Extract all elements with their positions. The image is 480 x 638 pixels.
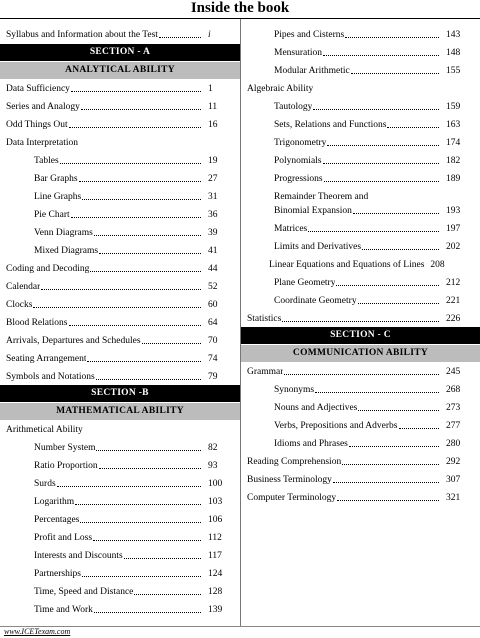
toc-subentry: Synonyms 268 (241, 381, 480, 399)
toc-subentry: Pie Chart 36 (0, 206, 240, 224)
toc-subentry: Logarithm 103 (0, 493, 240, 511)
toc-subentry: Matrices 197 (241, 220, 480, 238)
toc-subentry: Verbs, Prepositions and Adverbs 277 (241, 417, 480, 435)
toc-subentry: Time, Speed and Distance 128 (0, 583, 240, 601)
toc-subentry: Time and Work 139 (0, 601, 240, 619)
toc-subentry: Sets, Relations and Functions 163 (241, 116, 480, 134)
toc-subentry: Linear Equations and Equations of Lines 208 (269, 260, 445, 270)
mathematical-ability-heading: MATHEMATICAL ABILITY (0, 403, 240, 420)
toc-subentry: Nouns and Adjectives 273 (241, 399, 480, 417)
toc-subentry: Profit and Loss 112 (0, 529, 240, 547)
toc-group-arithmetical: Arithmetical Ability (6, 425, 83, 435)
toc-subentry: Progressions 189 (241, 170, 480, 188)
footer-website-link[interactable]: www.ICETexam.com (4, 627, 71, 636)
toc-subentry-continued: Remainder Theorem and (274, 192, 369, 202)
toc-entry: Clocks 60 (0, 296, 240, 314)
toc-entry: Series and Analogy 11 (0, 98, 240, 116)
toc-subentry: Venn Diagrams 39 (0, 224, 240, 242)
toc-subentry: Limits and Derivatives 202 (241, 238, 480, 256)
toc-subentry: Mixed Diagrams 41 (0, 242, 240, 260)
toc-subentry: Line Graphs 31 (0, 188, 240, 206)
toc-entry: Odd Things Out 16 (0, 116, 240, 134)
left-column (0, 19, 240, 626)
section-c-heading: SECTION - C (241, 327, 480, 344)
toc-subentry: Pipes and Cisterns 143 (241, 26, 480, 44)
toc-group-algebraic: Algebraic Ability (247, 84, 314, 94)
toc-subentry: Polynomials 182 (241, 152, 480, 170)
toc-subentry: Tables 19 (0, 152, 240, 170)
analytical-ability-heading: ANALYTICAL ABILITY (0, 62, 240, 79)
section-a-heading: SECTION - A (0, 44, 240, 61)
toc-subentry: Interests and Discounts 117 (0, 547, 240, 565)
toc-entry: Seating Arrangement 74 (0, 350, 240, 368)
toc-entry: Grammar 245 (241, 363, 480, 381)
toc-subentry: Coordinate Geometry 221 (241, 292, 480, 310)
toc-group-data-interpretation: Data Interpretation (6, 138, 79, 148)
footer (0, 626, 480, 638)
toc-subentry: Surds 100 (0, 475, 240, 493)
toc-subentry: Mensuration 148 (241, 44, 480, 62)
toc-subentry: Bar Graphs 27 (0, 170, 240, 188)
toc-entry: Statistics 226 (241, 310, 480, 328)
toc-subentry: Binomial Expansion 193 (241, 202, 480, 220)
toc-entry: Calendar 52 (0, 278, 240, 296)
right-column (241, 19, 480, 626)
toc-subentry: Percentages 106 (0, 511, 240, 529)
toc-entry: Data Sufficiency 1 (0, 80, 240, 98)
toc-entry: Business Terminology 307 (241, 471, 480, 489)
toc-subentry: Trigonometry 174 (241, 134, 480, 152)
toc-subentry: Modular Arithmetic 155 (241, 62, 480, 80)
toc-entry-syllabus: Syllabus and Information about the Test i (0, 26, 240, 44)
toc-subentry: Idioms and Phrases 280 (241, 435, 480, 453)
toc-subentry: Ratio Proportion 93 (0, 457, 240, 475)
toc-entry: Reading Comprehension 292 (241, 453, 480, 471)
toc-subentry: Plane Geometry 212 (241, 274, 480, 292)
toc-entry: Blood Relations 64 (0, 314, 240, 332)
page-title: Inside the book (190, 0, 290, 16)
toc-entry: Computer Terminology 321 (241, 489, 480, 507)
toc-entry: Symbols and Notations 79 (0, 368, 240, 386)
toc-subentry: Partnerships 124 (0, 565, 240, 583)
toc-entry: Arrivals, Departures and Schedules 70 (0, 332, 240, 350)
section-b-heading: SECTION -B (0, 385, 240, 402)
communication-ability-heading: COMMUNICATION ABILITY (241, 345, 480, 362)
toc-subentry: Tautology 159 (241, 98, 480, 116)
toc-subentry: Number System 82 (0, 439, 240, 457)
toc-entry: Coding and Decoding 44 (0, 260, 240, 278)
